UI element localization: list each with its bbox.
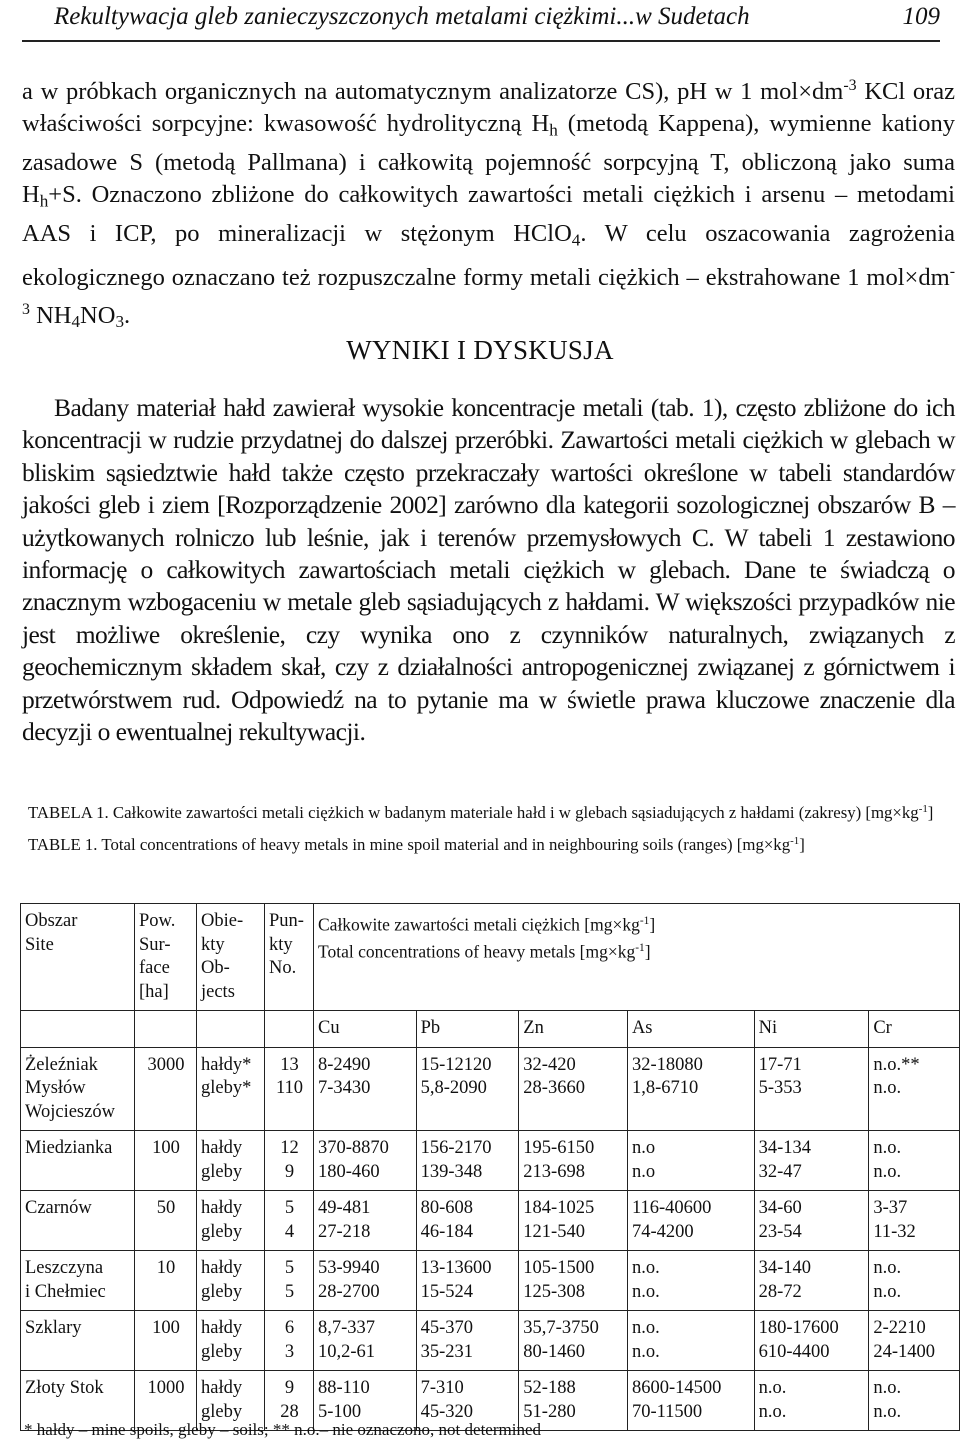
cell-as: 8600-14500 70-11500 [627,1371,754,1431]
cell-pb: 15-12120 5,8-2090 [416,1047,519,1131]
cell-objects: hałdy gleby [197,1311,265,1371]
running-title: Rekultywacja gleb zanieczyszczonych metalami ciężkimi...w Sudetach [54,3,750,30]
table-caption-pl: TABELA 1. Całkowite zawartości metali ciężkich w badanym materiale hałd i w glebach sąsiadujących z hałdami (zakresy) $[mg\times kg^{-1}]$ [28,803,934,822]
cell-objects: hałdy gleby [197,1191,265,1251]
table-row [21,1251,960,1311]
cell-as: n.o n.o [627,1131,754,1191]
cell-pb: 156-2170 139-348 [416,1131,519,1191]
section-heading: WYNIKI I DYSKUSJA [346,335,614,365]
cell-as: n.o. n.o. [627,1311,754,1371]
header-points: Pun- kty No. [265,904,314,1011]
cell-site: Czarnów [21,1191,135,1251]
metal-ni: Ni [754,1011,869,1048]
cell-zn: 52-188 51-280 [519,1371,628,1431]
cell-cr: n.o. n.o. [869,1371,960,1431]
header-metals: Całkowite zawartości metali ciężkich $[mg\times kg^{-1}]$ Total concentrations of heavy metals $[mg\times kg^{-1}]$ [314,904,960,1011]
table-footnote: * hałdy – mine spoils, gleby – soils; ** n.o.– nie oznaczono, not determined [24,1420,541,1439]
cell-as: 32-18080 1,8-6710 [627,1047,754,1131]
metal-names-row [21,1011,960,1048]
cell-points: 13 110 [265,1047,314,1131]
table-header-row [21,904,960,1011]
cell-cr: n.o. n.o. [869,1251,960,1311]
cell-area: 100 [135,1311,197,1371]
results-paragraph: Badany materiał hałd zawierał wysokie koncentracje metali (tab. 1), często zbliżone do ich koncentracji w rudzie przydatnej do dalszej przeróbki. Zawartości metali ciężkich w glebach w bliskim sąsiedztwie hałd także często przekraczały wartości określone w tabeli standardów jakości gleb i ziem [Rozporządzenie 2002] zarówno dla kategorii sozologicznej obszarów B – użytkowanych rolniczo lub leśnie, jak i terenów przemysłowych C. W tabeli 1 zestawiono informację o całkowitych zawartościach metali ciężkich w glebach. Dane te świadczą o znacznym wzbogaceniu w metale gleb sąsiadujących z hałdami. W większości przypadków nie jest możliwe określenie, czy wynika ono z czynników naturalnych, związanych z geochemicznym składem skał, czy z działalności antropogenicznej związanej z górnictwem i przetwórstwem rud. Odpowiedź na to pytanie ma w świetle prawa kluczowe znaczenie dla decyzji o ewentualnej rekultywacji. [22,393,955,747]
methods-paragraph: a w próbkach organicznych na automatycznym analizatorze CS), pH w 1 $mol\times dm^{-3}$ KCl oraz właściwości sorpcyjne: kwasowość hydrolityczną $H_h$ (metodą Kappena), wymienne kationy zasadowe S (metodą Pallmana) i całkowitą pojemność sorpcyjną T, obliczoną jako suma $H_h+S$. Oznaczono zbliżone do całkowitych zawartości metali ciężkich i arsenu – metodami AAS i ICP, po mineralizacji w stężonym HClO$_4$. W celu oszacowania zagrożenia ekologicznego oznaczano też rozpuszczalne formy metali ciężkich – ekstrahowane 1 $mol\times dm^{-3}$ $NH_4NO_3$. [22,77,956,332]
cell-points: 6 3 [265,1311,314,1371]
cell-objects: hałdy* gleby* [197,1047,265,1131]
cell-objects: hałdy gleby [197,1251,265,1311]
cell-cu: 370-8870 180-460 [314,1131,417,1191]
cell-ni: n.o. n.o. [754,1371,869,1431]
cell-points: 5 4 [265,1191,314,1251]
cell-cu: 49-481 27-218 [314,1191,417,1251]
cell-zn: 32-420 28-3660 [519,1047,628,1131]
cell-area: 100 [135,1131,197,1191]
cell-site: Żeleźniak Mysłów Wojcieszów [21,1047,135,1131]
cell-cr: 2-2210 24-1400 [869,1311,960,1371]
table-caption-en: TABLE 1. Total concentrations of heavy metals in mine spoil material and in neighbouring soils (ranges) $[mg\times kg^{-1}]$ [28,835,805,854]
metal-cu: Cu [314,1011,417,1048]
cell-zn: 105-1500 125-308 [519,1251,628,1311]
cell-site: Szklary [21,1311,135,1371]
cell-area: 1000 [135,1371,197,1431]
cell-cu: 88-110 5-100 [314,1371,417,1431]
metal-as: As [627,1011,754,1048]
cell-points: 12 9 [265,1131,314,1191]
cell-area: 50 [135,1191,197,1251]
cell-cr: n.o. n.o. [869,1131,960,1191]
cell-site: Leszczyna i Chełmiec [21,1251,135,1311]
cell-pb: 7-310 45-320 [416,1371,519,1431]
cell-ni: 180-17600 610-4400 [754,1311,869,1371]
metal-pb: Pb [416,1011,519,1048]
cell-cu: 53-9940 28-2700 [314,1251,417,1311]
cell-zn: 195-6150 213-698 [519,1131,628,1191]
cell-cu: 8-2490 7-3430 [314,1047,417,1131]
cell-zn: 35,7-3750 80-1460 [519,1311,628,1371]
cell-pb: 45-370 35-231 [416,1311,519,1371]
cell-zn: 184-1025 121-540 [519,1191,628,1251]
cell-cu: 8,7-337 10,2-61 [314,1311,417,1371]
table-row [21,1047,960,1131]
cell-ni: 17-71 5-353 [754,1047,869,1131]
table-row [21,1311,960,1371]
table-row [21,1191,960,1251]
header-area: Pow. Sur- face [ha] [135,904,197,1011]
cell-area: 10 [135,1251,197,1311]
cell-objects: hałdy gleby [197,1131,265,1191]
cell-as: n.o. n.o. [627,1251,754,1311]
page-number: 109 [902,3,940,30]
running-header [22,2,940,42]
cell-area: 3000 [135,1047,197,1131]
header-objects: Obie- kty Ob- jects [197,904,265,1011]
cell-ni: 34-60 23-54 [754,1191,869,1251]
cell-site: Miedzianka [21,1131,135,1191]
cell-site: Złoty Stok [21,1371,135,1431]
table-captions [28,797,948,857]
metal-zn: Zn [519,1011,628,1048]
cell-points: 9 28 [265,1371,314,1431]
header-site: Obszar Site [21,904,135,1011]
cell-objects: hałdy gleby [197,1371,265,1431]
cell-points: 5 5 [265,1251,314,1311]
cell-pb: 80-608 46-184 [416,1191,519,1251]
cell-ni: 34-140 28-72 [754,1251,869,1311]
cell-cr: 3-37 11-32 [869,1191,960,1251]
table-row [21,1131,960,1191]
cell-pb: 13-13600 15-524 [416,1251,519,1311]
metals-table [20,903,960,1431]
cell-ni: 34-134 32-47 [754,1131,869,1191]
cell-cr: n.o.** n.o. [869,1047,960,1131]
cell-as: 116-40600 74-4200 [627,1191,754,1251]
metal-cr: Cr [869,1011,960,1048]
